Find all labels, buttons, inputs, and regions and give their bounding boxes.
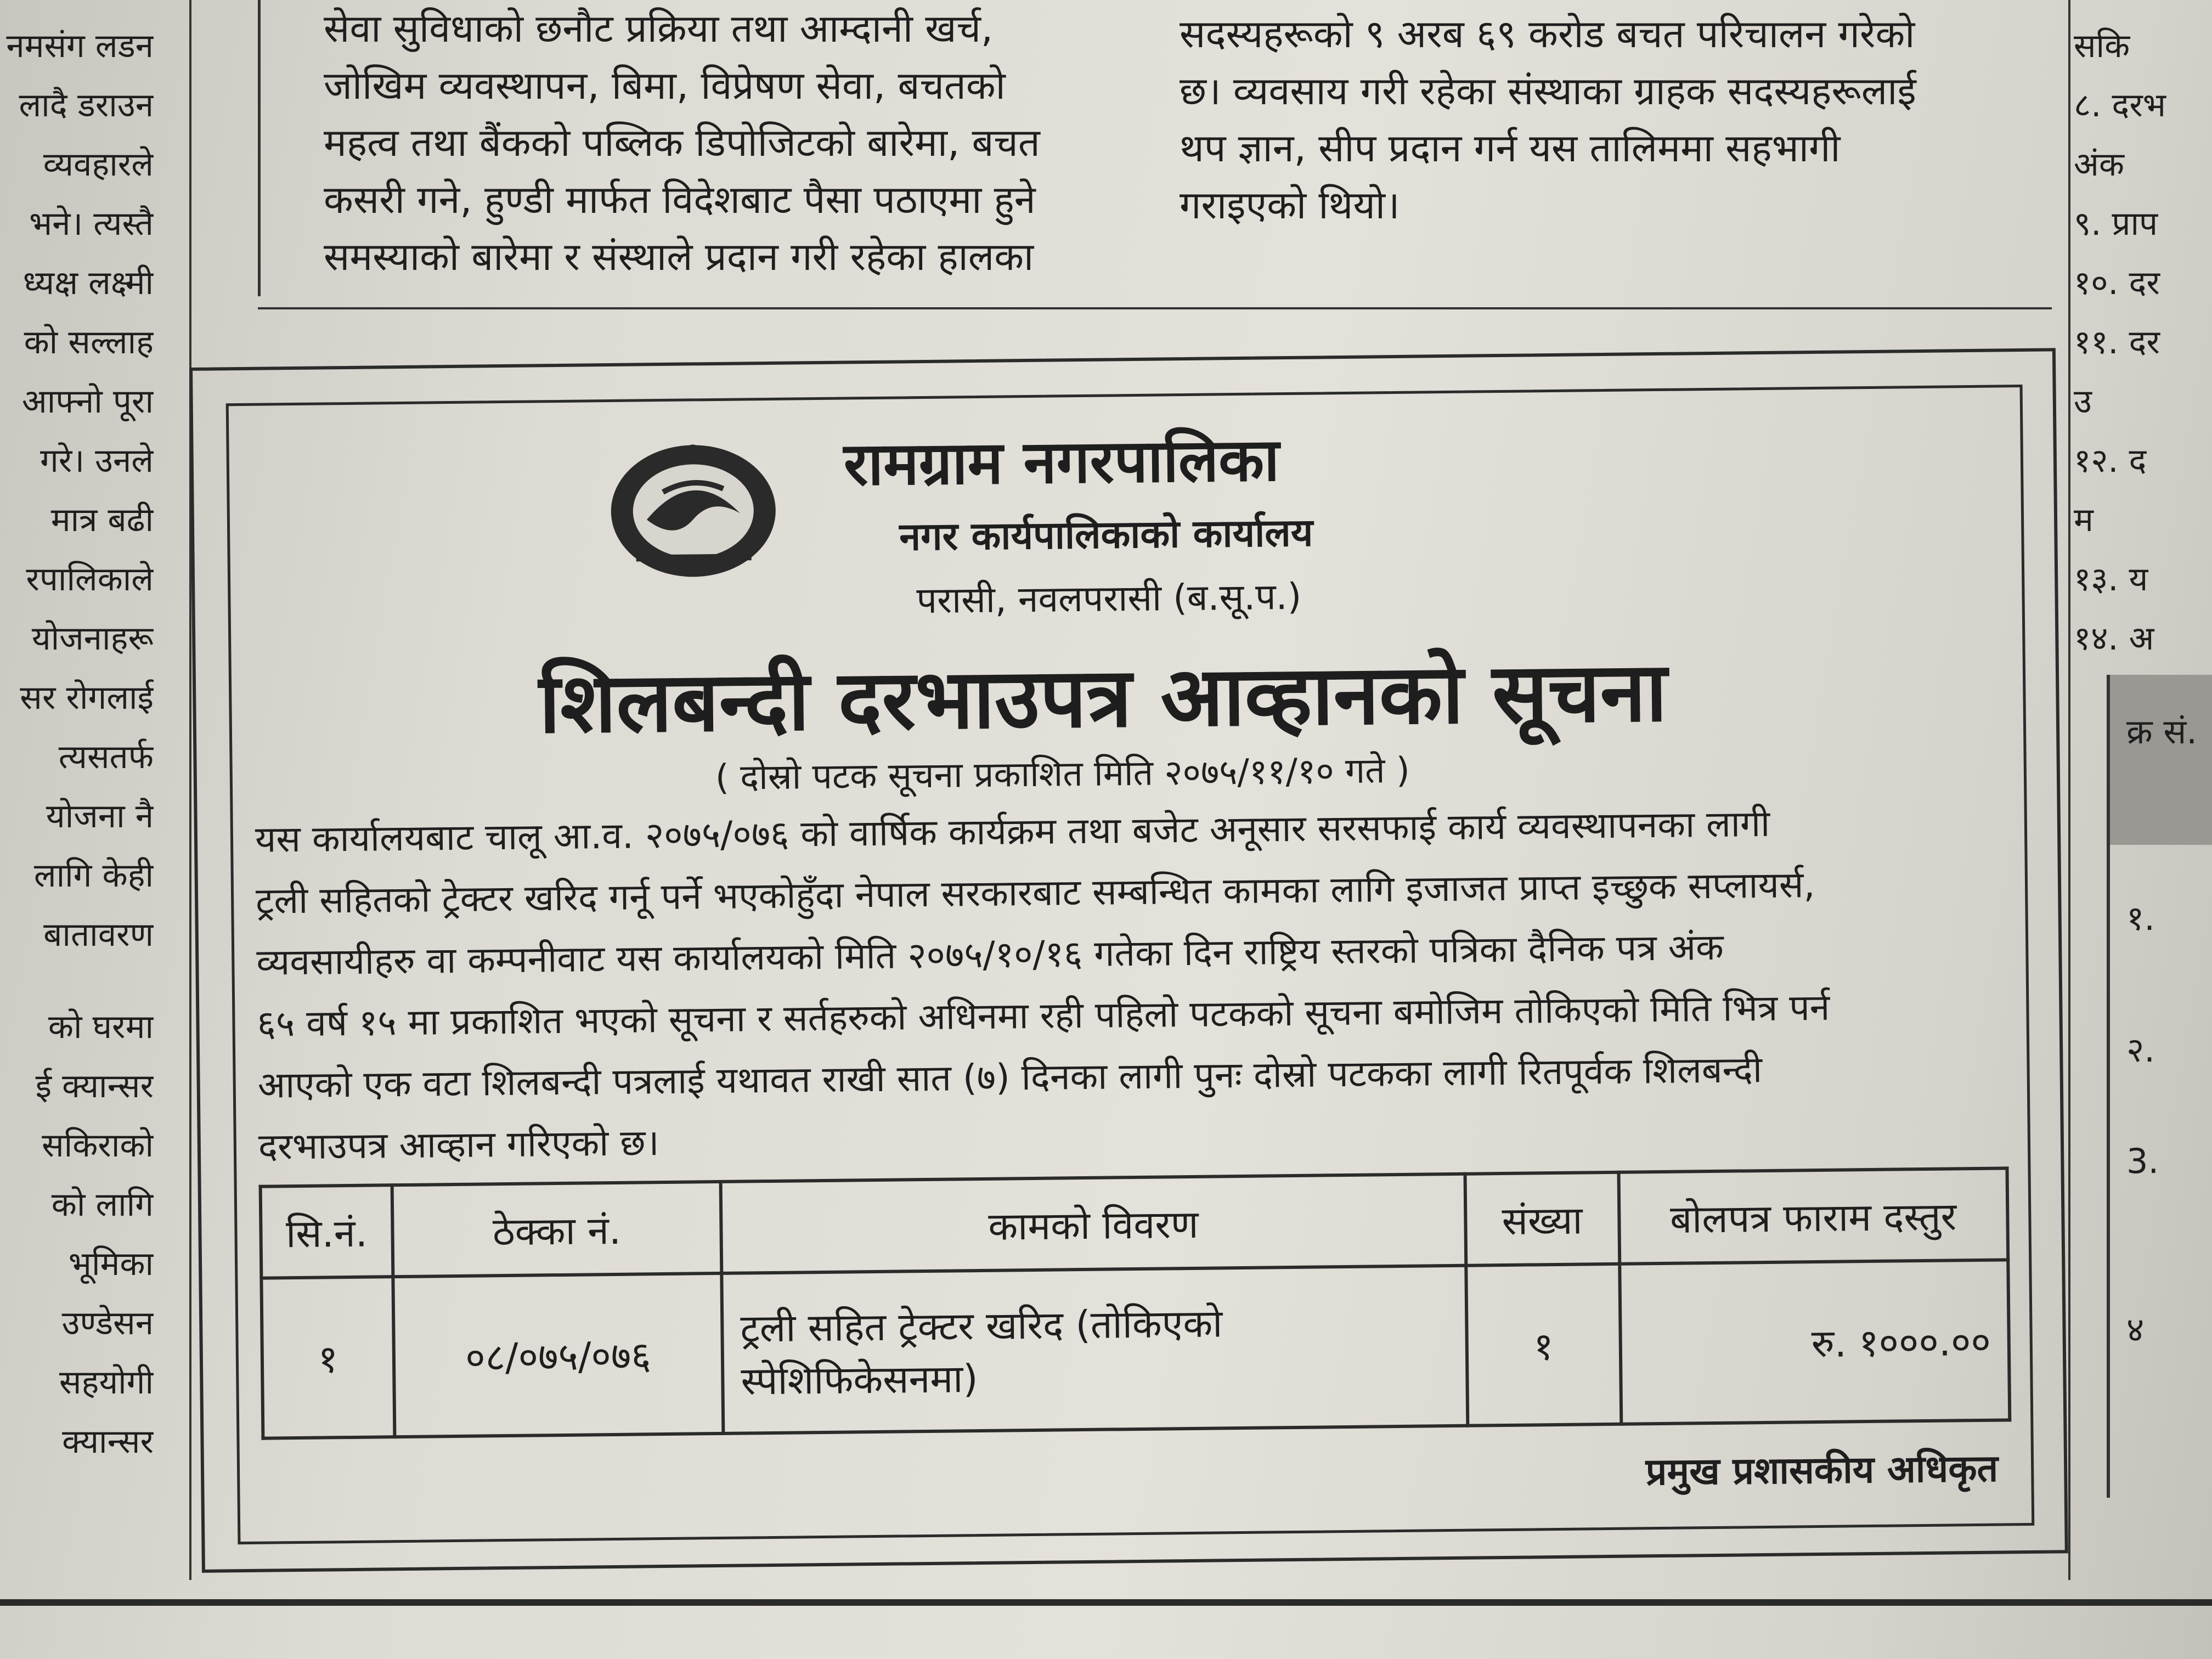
tender-table-header-row: [261, 1168, 2008, 1278]
column-text-line: उ: [2074, 382, 2092, 421]
right-table-row: ४: [2126, 1310, 2145, 1350]
column-text-line: को लागि: [51, 1186, 154, 1224]
article-divider-left: [258, 0, 261, 296]
notice-body-line: यस कार्यालयबाट चालू आ.व. २०७५/०७६ को वार्षिक कार्यक्रम तथा बजेट अनूसार सरसफाई कार्य व्यवस्थापनका लागी: [255, 802, 1770, 861]
column-text-line: आफ्नो पूरा: [21, 382, 154, 421]
column-text-line: भने। त्यस्तै: [29, 205, 154, 243]
column-text-line: सकि: [2074, 27, 2130, 65]
column-text-line: १०. दर: [2074, 264, 2160, 302]
column-text-line: महत्व तथा बैंकको पब्लिक डिपोजिटको बारेमा, बचत: [324, 120, 1040, 165]
cell-form-fee: रु. १०००.००: [1620, 1260, 2010, 1424]
notice-body-line: ट्रली सहितको ट्रेक्टर खरिद गर्नू पर्ने भएकोहुँदा नेपाल सरकारबाट सम्बन्धित कामका लागि इजाजत प्राप्त इच्छुक सप्लायर्स,: [255, 864, 1815, 922]
column-text-line: रपालिकाले: [26, 560, 154, 599]
column-text-line: ध्यक्ष लक्ष्मी: [22, 264, 154, 302]
column-text-line: सदस्यहरूको ९ अरब ६९ करोड बचत परिचालन गरेको: [1180, 12, 1915, 57]
column-text-line: थप ज्ञान, सीप प्रदान गर्न यस तालिममा सहभागी: [1180, 126, 1841, 171]
column-text-line: ई क्यान्सर: [35, 1067, 154, 1105]
column-header-quantity: संख्या: [1465, 1172, 1619, 1266]
column-text-line: छ। व्यवसाय गरी रहेका संस्थाका ग्राहक सदस्यहरूलाई: [1180, 69, 1916, 114]
page-bottom-rule: [0, 1599, 2212, 1606]
table-row: [261, 1260, 2010, 1438]
column-divider-left: [189, 0, 191, 1580]
column-text-line: को घरमा: [48, 1008, 154, 1046]
right-edge-table: [2107, 675, 2212, 1498]
column-text-line: मात्र बढी: [50, 501, 154, 539]
column-text-line: समस्याको बारेमा र संस्थाले प्रदान गरी रहेका हालका: [324, 234, 1034, 279]
right-column-text: [2074, 16, 2212, 668]
column-text-line: म: [2074, 501, 2094, 539]
notice-body-line: ६५ वर्ष १५ मा प्रकाशित भएको सूचना र सर्तहरुको अधिनमा रही पहिलो पटकको सूचना बमोजिम तोकिएको मिति भित्र पर्न: [257, 986, 1830, 1045]
column-header-form-fee: बोलपत्र फाराम दस्तुर: [1618, 1168, 2008, 1263]
column-text-line: क्यान्सर: [62, 1423, 154, 1461]
cell-quantity: १: [1466, 1264, 1621, 1426]
tender-table: [259, 1166, 2012, 1440]
cell-contract-no: ०८/०७५/०७६: [393, 1273, 723, 1437]
right-table-row: १.: [2126, 898, 2155, 938]
column-text-line: ११. दर: [2074, 323, 2160, 362]
column-text-line: व्यवहारले: [43, 145, 154, 184]
right-table-row: 3.: [2126, 1141, 2159, 1181]
column-text-line: अंक: [2074, 145, 2124, 184]
tender-notice-inner: [226, 385, 2035, 1544]
right-table-header-label: क्र सं.: [2126, 712, 2197, 752]
column-text-line: सर रोगलाई: [20, 679, 154, 717]
column-text-line: सकिराको: [42, 1126, 154, 1165]
notice-body-line: व्यवसायीहरु वा कम्पनीवाट यस कार्यालयको मिति २०७५/१०/१६ गतेका दिन राष्ट्रिय स्तरको पत्रिका दैनिक पत्र अंक: [256, 926, 1724, 984]
column-text-line: जोखिम व्यवस्थापन, बिमा, विप्रेषण सेवा, बचतको: [324, 63, 1006, 108]
column-text-line: भूमिका: [68, 1245, 154, 1283]
column-text-line: त्यसतर्फ: [58, 738, 154, 776]
column-header-serial: सि.नं.: [261, 1185, 393, 1278]
right-table-row: २.: [2126, 1030, 2155, 1070]
column-text-line: ८. दरभ: [2074, 86, 2166, 125]
column-text-line: लादै डराउन: [19, 86, 154, 125]
column-text-line: बातावरण: [43, 916, 154, 954]
left-column-text: [0, 16, 154, 1471]
notice-body-line: दरभाउपत्र आव्हान गरिएको छ।: [258, 1121, 659, 1168]
column-text-line: योजनाहरू: [31, 619, 154, 658]
notice-title: शिलबन्दी दरभाउपत्र आव्हानको सूचना: [538, 644, 1668, 752]
cell-serial: १: [261, 1277, 394, 1438]
column-text-line: [0, 964, 154, 997]
column-divider-right: [2068, 0, 2070, 1580]
notice-body: [255, 791, 2003, 1177]
column-text-line: लागि केही: [33, 856, 154, 895]
cell-work-description: ट्रली सहित ट्रेक्टर खरिद (तोकिएको स्पेशिफिकेसनमा): [721, 1266, 1468, 1434]
tender-notice-box: [189, 348, 2068, 1573]
column-text-line: सहयोगी: [59, 1363, 154, 1402]
municipality-name: रामग्राम नगरपालिका: [843, 426, 1280, 499]
signature-title: प्रमुख प्रशासकीय अधिकृत: [1645, 1447, 1999, 1494]
column-text-line: को सल्लाह: [24, 323, 154, 362]
column-text-line: योजना नै: [46, 797, 154, 836]
office-address: परासी, नवलपरासी (ब.सू.प.): [916, 575, 1302, 622]
column-text-line: १४. अ: [2074, 619, 2154, 658]
column-text-line: १२. द: [2074, 442, 2147, 480]
column-header-contract-no: ठेक्का नं.: [392, 1182, 722, 1277]
column-text-line: १३. य: [2074, 560, 2148, 599]
municipality-emblem-icon: [602, 431, 785, 586]
column-text-line: गराइएको थियो।: [1180, 183, 1400, 228]
column-text-line: गरे। उनले: [40, 442, 154, 480]
top-article-right: [1180, 5, 1916, 234]
column-text-line: उण्डेसन: [61, 1304, 154, 1342]
right-table-header: [2110, 675, 2212, 845]
column-text-line: नमसंग लडन: [6, 27, 154, 65]
column-text-line: सेवा सुविधाको छनौट प्रक्रिया तथा आम्दानी खर्च,: [324, 6, 994, 51]
article-bottom-rule: [258, 307, 2052, 309]
column-header-work-description: कामको विवरण: [721, 1174, 1466, 1273]
column-text-line: कसरी गने, हुण्डी मार्फत विदेशबाट पैसा पठाएमा हुने: [324, 177, 1036, 222]
top-article-left: [324, 0, 1040, 285]
office-name: नगर कार्यपालिकाको कार्यालय: [899, 510, 1313, 560]
publish-date-note: ( दोस्रो पटक सूचना प्रकाशित मिति २०७५/११/१० गते ): [715, 750, 1410, 798]
column-text-line: ९. प्राप: [2074, 205, 2158, 243]
notice-body-line: आएको एक वटा शिलबन्दी पत्रलाई यथावत राखी सात (७) दिनका लागी पुनः दोस्रो पटकका लागी रितपूर्वक शिलबन्दी: [257, 1048, 1763, 1107]
